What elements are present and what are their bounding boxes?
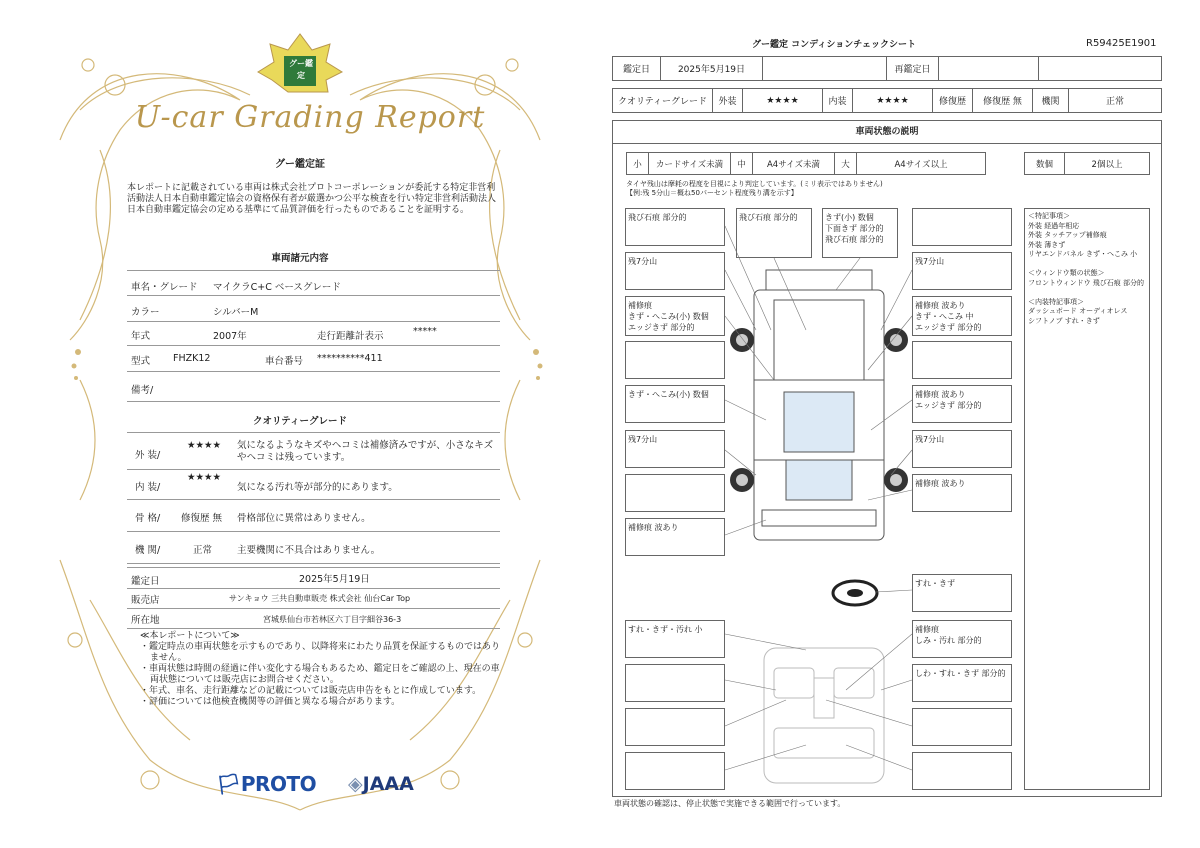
tire-note-line: タイヤ残山は摩耗の程度を目視により判定しています。(ミリ表示ではありません) (626, 180, 883, 188)
repair-label: 修復歴 (933, 89, 973, 113)
sheet-id: R59425E1901 (1086, 38, 1157, 49)
special-notes: ＜特記事項＞ 外装 経過年相応 外装 タッチアップ補修痕 外装 薄きず リヤエンドパネル きず・へこみ 小 ＜ウィンドウ類の状態＞ フロントウィンドウ 飛び石痕 部分的 ＜内装特記事項＞ ダッシュボード オーディオレス シフトノブ すれ・きず (1024, 208, 1150, 790)
note-item: ・車両状態は時間の経過に伴い変化する場合もあるため、鑑定日をご確認の上、現在の車両状態については販売店にお問合せください。 (140, 664, 500, 685)
interior-row (127, 470, 500, 500)
footer-note: 車両状態の確認は、停止状態で実施できる範囲で行っています。 (614, 799, 846, 808)
chassis-value: **********411 (317, 353, 383, 364)
proto-logo-text: PROTO (240, 772, 317, 796)
address-label: 所在地 (131, 615, 160, 626)
proto-logo: 🏳︎PROTO (216, 772, 317, 796)
engine-row (127, 532, 500, 564)
callout-text: 残7分山 (915, 435, 945, 444)
cert-title: グー鑑定証 (275, 159, 325, 170)
note-item: ・鑑定時点の車両状態を示すものであり、以降将来にわたり品質を保証するものではありません。 (140, 642, 501, 663)
sheet-title: グー鑑定 コンディションチェックシート (752, 40, 916, 50)
interior-text: 気になる汚れ等が部分的にあります。 (237, 482, 398, 493)
ext-label: 外装 (713, 89, 743, 113)
reinspect-label: 再鑑定日 (887, 57, 939, 81)
note-item: ・評価については他検査機関等の評価と異なる場合があります。 (140, 697, 401, 707)
chassis-label: 車台番号 (265, 356, 304, 367)
callout-text: しわ・すれ・きず 部分的 (915, 669, 1006, 678)
callout-text: すれ・きず (915, 579, 955, 588)
jaaa-mark-icon: ◈ (348, 773, 363, 795)
note-item: ・年式、車名、走行距離などの記載については販売店申告をもとに作成しています。 (140, 686, 482, 696)
size-small-desc: カードサイズ未満 (649, 153, 731, 175)
engine-value: 正常 (193, 545, 213, 556)
frame-value: 修復歴 無 (181, 513, 223, 524)
condition-heading: 車両状態の説明 (612, 120, 1162, 144)
model-label: 型式 (131, 356, 151, 367)
report-title: U-car Grading Report (134, 100, 486, 135)
dealer-label: 販売店 (131, 595, 160, 606)
callout-text: 補修痕 波あり きず・へこみ 中 エッジきず 部分的 (915, 301, 982, 332)
year-row (127, 322, 500, 346)
size-mid-desc: A4サイズ未満 (753, 153, 835, 175)
color-value: シルバーM (213, 307, 259, 318)
tire-note-line: 【例:残 5分山＝概ね50パーセント程度残り溝を示す】 (626, 189, 798, 197)
count-desc: 2個以上 (1065, 153, 1150, 175)
engine-label: 機 関/ (135, 545, 161, 556)
callout-text: 補修痕 波あり エッジきず 部分的 (915, 390, 982, 410)
size-small-label: 小 (627, 153, 649, 175)
date-label: 鑑定日 (131, 576, 160, 587)
car-name-label: 車名・グレード (131, 282, 198, 293)
date-value: 2025年5月19日 (299, 574, 370, 585)
exterior-stars: ★★★★ (187, 440, 222, 451)
callout-text: きず(小) 数個 下面きず 部分的 飛び石痕 部分的 (825, 213, 884, 244)
frame-text: 骨格部位に異常はありません。 (237, 513, 371, 524)
date-row (127, 567, 500, 589)
notes (140, 631, 500, 708)
callout-text: 残7分山 (628, 435, 658, 444)
dealer-value: サンキョウ 三共自動車販売 株式会社 仙台Car Top (229, 594, 411, 603)
callout-text: 補修痕 波あり (628, 523, 679, 532)
size-large-label: 大 (835, 153, 857, 175)
callout-text: 補修痕 波あり (915, 479, 966, 488)
address-value: 宮城県仙台市若林区六丁目字細谷36-3 (263, 615, 402, 624)
model-value: FHZK12 (173, 353, 211, 364)
ext-stars: ★★★★ (743, 89, 823, 113)
exterior-row (127, 432, 500, 470)
mileage-label: 走行距離計表示 (317, 331, 384, 342)
remarks-label: 備考/ (131, 385, 154, 396)
callout-text: 残7分山 (915, 257, 945, 266)
callout-text: 飛び石痕 部分的 (739, 213, 798, 222)
color-row (127, 296, 500, 322)
mileage-value: ***** (413, 326, 437, 337)
condition-sheet (606, 0, 1200, 848)
date-value: 2025年5月19日 (661, 57, 763, 81)
callout-text: 補修痕 きず・へこみ(小) 数個 エッジきず 部分的 (628, 301, 709, 332)
int-label: 内装 (823, 89, 853, 113)
callout-text: 飛び石痕 部分的 (628, 213, 687, 222)
year-value: 2007年 (213, 331, 247, 342)
callout-text: すれ・きず・汚れ 小 (628, 625, 703, 634)
frame-label: 骨 格/ (135, 513, 161, 524)
repair-value: 修復歴 無 (973, 89, 1033, 113)
engine-label: 機関 (1033, 89, 1069, 113)
callout-text: 補修痕 しみ・汚れ 部分的 (915, 625, 982, 645)
badge-text: グー鑑定 (289, 59, 313, 80)
car-name-row (127, 270, 500, 296)
intro-paragraph: 本レポートに記載されている車両は株式会社プロトコーポレーションが委託する特定非営利活動法人日本自動車鑑定協会の資格保有者が厳選かつ公平な検査を行い特定非営利活動法人日本自動車鑑定協会の定める基準にて品質評価を行ったものであることを証明する。 (127, 183, 497, 215)
dealer-row (127, 589, 500, 609)
jaaa-logo (348, 773, 414, 795)
spec-heading: 車両諸元内容 (271, 253, 329, 264)
date-label: 鑑定日 (613, 57, 661, 81)
engine-text: 主要機関に不具合はありません。 (237, 545, 381, 556)
jaaa-logo-text: JAAA (362, 773, 414, 795)
car-name-value: マイクラC+C ベースグレード (213, 282, 341, 293)
count-label: 数個 (1025, 153, 1065, 175)
address-row (127, 609, 500, 629)
callout-text: きず・へこみ(小) 数個 (628, 390, 709, 399)
quality-heading: クオリティーグレード (252, 416, 348, 427)
remarks-row (127, 372, 500, 402)
frame-row (127, 500, 500, 532)
notes-heading: ≪本レポートについて≫ (140, 631, 240, 641)
engine-value: 正常 (1069, 89, 1162, 113)
exterior-label: 外 装/ (135, 450, 161, 461)
model-row (127, 346, 500, 372)
int-stars: ★★★★ (853, 89, 933, 113)
year-label: 年式 (131, 331, 151, 342)
exterior-text: 気になるようなキズやヘコミは補修済みですが、小さなキズやヘコミは残っています。 (237, 440, 494, 463)
size-large-desc: A4サイズ以上 (857, 153, 986, 175)
interior-stars: ★★★★ (187, 472, 222, 483)
interior-label: 内 装/ (135, 482, 161, 493)
color-label: カラー (131, 307, 160, 318)
quality-label: クオリティーグレード (613, 89, 713, 113)
callout-text: 残7分山 (628, 257, 658, 266)
size-mid-label: 中 (731, 153, 753, 175)
